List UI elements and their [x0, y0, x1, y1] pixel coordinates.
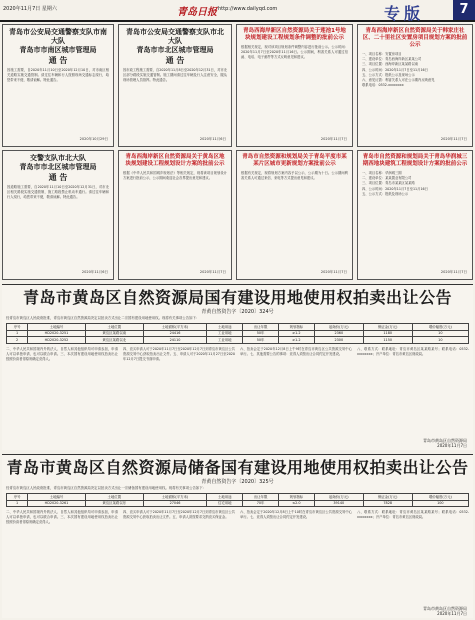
table-cell: HD2020-3251 [28, 330, 86, 337]
notice-body: 因道路施工需要，自2020年11月10日至2020年12月31日，对市北区相关路段实施交通管制，施工路段禁止机动车通行。请过往车辆和行人绕行，给您带来不便，敬请谅解。特此通告。 [7, 185, 109, 200]
notice-list [362, 52, 468, 88]
table-cell: 50年 [243, 330, 279, 337]
table-header: 保证金(万元) [363, 324, 412, 331]
announcement-signature [423, 438, 467, 448]
table-cell: HD2020-3252 [28, 337, 86, 344]
announcement-intro: 经青岛市黄岛区人民政府批准，青岛市黄岛区自然资源局决定以拍卖方式出让一宗储备国有建设用地使用权。现将有关事项公告如下： [6, 486, 207, 490]
notice-title: 青岛市公安局交通警察支队市南大队 [9, 28, 107, 45]
notice-date: 2020年10月29日 [79, 137, 108, 141]
notice-body: 因施工需要，自2020年11月10日至2020年12月10日，对市南区相关道路实施交通管制。请过往车辆和行人按照现场交通标志绕行，给您带来不便，敬请谅解。特此通告。 [7, 68, 109, 83]
traffic-notice-shinan [2, 24, 114, 147]
table-cell: 1180 [363, 330, 412, 337]
body-column: 二、中华人民共和国境内外的法人、自然人和其他组织均可申请参加，申请人可以单独申请，也可以联合申请。三、本次国有建设用地使用权拍卖出让按照价高者得原则确定竞得人。 [6, 346, 118, 361]
planning-notice-huarun [357, 150, 473, 280]
table-cell: 黄岛区某路以南 [85, 330, 143, 337]
table-header: 出让年限 [243, 324, 279, 331]
issue-date: 2020年11月7日 星期六 [3, 6, 57, 12]
body-column: 二、中华人民共和国境内外的法人、自然人和其他组织均可申请参加，申请人可以单独申请，也可以联合申请。三、本次国有建设用地使用权拍卖出让按照价高者得原则确定竞得人。 [6, 510, 118, 525]
table-cell: 100 [412, 500, 468, 507]
body-column: 八、联系方式：联系地址：青岛市黄岛区某某路某号；联系电话：0532-xxxxxxxx；开户单位：青岛市黄岛区财政局。 [357, 510, 469, 520]
notice-body: 根据有关规定，现将规划方案内容予以公示，公示期为十日。公示期间利害关系人可通过来信、来电等方式提出意见和建议。 [241, 171, 348, 181]
table-cell: 黄岛区某路以北 [85, 337, 143, 344]
table-cell: 70年 [243, 500, 279, 507]
list-item: 四、公示时间：2020年11月7日至11月16日 [362, 67, 428, 72]
notice-title: 交警支队市北大队 [30, 154, 86, 162]
table-cell: 39140 [314, 500, 363, 507]
announcement-body-columns [2, 346, 473, 364]
table-cell: 10 [412, 330, 468, 337]
notice-body: 因市政工程施工需要，自2020年11月8日至2020年12月31日，对市北区部分路段实施交通管制。施工期间请过往车辆及行人注意安全，服从现场管理人员指挥。特此通告。 [123, 68, 227, 83]
traffic-notice-shibei-2 [2, 150, 114, 280]
planning-notice-huangdao [118, 150, 232, 280]
table-cell: 24416 [143, 330, 207, 337]
notice-date: 2020年11月7日 [440, 270, 467, 274]
notice-title: 青岛市自然资源和规划局关于青岛华润城三期西地块建筑工程规划设计方案的批前公示 [362, 154, 468, 167]
table-cell: 工业用地 [207, 330, 243, 337]
planning-notice-resettlement [357, 24, 473, 147]
table-header: 规划指标 [278, 324, 314, 331]
land-auction-announcement-2 [2, 454, 473, 618]
list-item: 三、项目位置：西海岸新区某某路以南 [362, 62, 419, 67]
table-header: 土地用途 [207, 324, 243, 331]
announcement-title: 青岛市黄岛区自然资源局储备国有建设用地使用权拍卖出让公告 [6, 458, 469, 477]
table-header: 土地位置 [85, 324, 143, 331]
notice-body: 根据相关规定，现对该项目规划条件调整内容进行批前公示。公示时间：2020年11月7日至2020年11月16日。公示期间，利害关系人可通过信函、电话、电子邮件等方式反映意见和建议。 [241, 45, 348, 60]
table-row [7, 500, 469, 507]
table-header: 序号 [7, 324, 28, 331]
table-cell: HD2020-3261 [28, 500, 86, 507]
land-parcel-table [6, 493, 469, 507]
table-header: 序号 [7, 494, 28, 501]
announcement-doc-number: 青黄自然资告字〔2020〕324号 [201, 309, 274, 315]
issue-date: 2020年11月7日 [437, 443, 467, 448]
announcement-signature [423, 606, 467, 616]
table-header: 土地用途 [207, 494, 243, 501]
list-item: 联系电话：0532-xxxxxxxx [362, 83, 404, 88]
notice-subtitle: 通 告 [165, 56, 185, 65]
table-cell: 工业用地 [207, 337, 243, 344]
table-cell: 1 [7, 500, 28, 507]
list-item: 五、公示方式：报纸及现场公示 [362, 191, 409, 196]
land-parcel-table [6, 323, 469, 344]
traffic-notice-shibei [118, 24, 232, 147]
list-item: 三、项目位置：青岛市某某区某某路 [362, 181, 415, 186]
notice-title: 青岛西海岸新区自然资源局关于韩家庄社区、二十里社区安置房项目规划方案的批前公示 [362, 28, 468, 48]
land-auction-announcement-1 [2, 284, 473, 450]
table-cell: 50年 [243, 337, 279, 344]
masthead [0, 0, 475, 22]
notice-title: 青岛西海岸新区自然资源局关于莲池1号地块规划建设工程规划条件调整的批前公示 [243, 28, 346, 41]
website-url: http://www.dailyqd.com [218, 6, 278, 12]
section-title: 专版 [384, 4, 425, 23]
table-cell: ≤2.0 [278, 500, 314, 507]
page-number: 7 [453, 0, 475, 20]
table-header: 土地编号 [28, 494, 86, 501]
table-header: 增价幅度(万元) [412, 494, 468, 501]
table-cell: 住宅用地 [207, 500, 243, 507]
newspaper-logo: 青岛日报 [177, 7, 217, 18]
list-item: 二、建设单位：青岛西海岸新区某某公司 [362, 57, 422, 62]
list-item: 六、意见反馈：利害关系人可在公示期内反映意见 [362, 78, 435, 83]
body-column: 四、竞买申请人可于2020年11月7日至2020年12月7日到青岛市黄岛区公共资源交易中心获取拍卖出让文件。五、申请人可于2020年11月27日至2020年12月7日提交书面申请。 [123, 346, 235, 361]
notice-date: 2020年11月6日 [81, 270, 108, 274]
notice-date: 2020年11月7日 [320, 270, 347, 274]
table-header: 起始价(万元) [314, 324, 363, 331]
announcement-intro: 经青岛市黄岛区人民政府批准，青岛市黄岛区自然资源局决定以拍卖方式出让二宗国有建设用地使用权。现将有关事项公告如下： [6, 316, 200, 320]
notice-body: 根据《中华人民共和国城乡规划法》等相关规定，现将该项目规划设计方案进行批前公示，公示期间欢迎社会各界提出意见和建议。 [123, 171, 227, 181]
body-column: 八、联系方式：联系地址：青岛市黄岛区某某路某号；联系电话：0532-xxxxxxxx；开户单位：青岛市黄岛区财政局。 [357, 346, 469, 356]
table-header: 土地面积(平方米) [143, 494, 207, 501]
table-cell: 7828 [363, 500, 412, 507]
table-cell: ≥1.2 [278, 330, 314, 337]
table-header: 土地编号 [28, 324, 86, 331]
notice-title-line2: 青岛市市北区城市管理局 [19, 163, 97, 171]
notice-title: 青岛市自然资源和规划局关于青岛平度市某某片区城市更新规划方案批前公示 [242, 154, 347, 167]
table-cell: 2300 [314, 337, 363, 344]
table-header: 土地面积(平方米) [143, 324, 207, 331]
notice-list [362, 171, 468, 197]
table-row [7, 337, 469, 344]
announcement-doc-number: 青黄自然资告字〔2020〕325号 [201, 479, 274, 485]
issue-date: 2020年11月7日 [437, 611, 467, 616]
list-item: 二、建设单位：某某置业有限公司 [362, 176, 412, 181]
notice-date: 2020年11月7日 [440, 137, 467, 141]
issuer-name: 青岛市黄岛区自然资源局 [423, 606, 467, 611]
table-cell: 10 [412, 337, 468, 344]
body-column: 四、竞买申请人可于2020年11月7日至2020年12月7日到青岛市黄岛区公共资源交易中心获取拍卖出让文件。五、申请人须按要求交纳竞买保证金。 [123, 510, 235, 520]
notice-subtitle: 通 告 [48, 173, 68, 182]
issuer-name: 青岛市黄岛区自然资源局 [423, 438, 467, 443]
table-header: 增价幅度(万元) [412, 324, 468, 331]
table-header: 规划指标 [278, 494, 314, 501]
body-column: 六、拍卖会定于2020年12月8日上午10时在青岛市黄岛区公共资源交易中心举行。七、竞得人须按出让合同约定开发建设。 [240, 510, 352, 520]
table-cell: 2 [7, 337, 28, 344]
list-item: 一、项目名称：华润城三期 [362, 171, 402, 175]
notice-subtitle: 通 告 [48, 56, 68, 65]
table-cell: 2360 [314, 330, 363, 337]
table-cell: 27046 [143, 500, 207, 507]
table-header: 保证金(万元) [363, 494, 412, 501]
table-cell: 黄岛区某路以东 [85, 500, 143, 507]
notice-date: 2020年11月7日 [199, 270, 226, 274]
table-header: 土地位置 [85, 494, 143, 501]
table-cell: 24110 [143, 337, 207, 344]
notice-date: 2020年11月7日 [320, 137, 347, 141]
announcement-title: 青岛市黄岛区自然资源局国有建设用地使用权拍卖出让公告 [22, 288, 452, 307]
announcement-body-columns [2, 509, 473, 527]
notice-title-line2: 青岛市市南区城市管理局 [19, 46, 97, 54]
planning-notice-pingdu [236, 150, 353, 280]
table-header: 出让年限 [243, 494, 279, 501]
notice-title-line2: 青岛市市北区城市管理局 [136, 46, 214, 54]
table-cell: 1 [7, 330, 28, 337]
body-column: 六、拍卖会定于2020年12月8日上午9时在青岛市黄岛区公共资源交易中心举行。七、其他需要公告的事项：竞得人须按出让合同约定开发建设。 [240, 346, 352, 356]
planning-notice-lianchi [236, 24, 353, 147]
table-cell: ≥1.2 [278, 337, 314, 344]
table-header: 起始价(万元) [314, 494, 363, 501]
list-item: 一、项目名称：安置房项目 [362, 52, 402, 56]
list-item: 四、公示时间：2020年11月7日至11月16日 [362, 186, 428, 191]
list-item: 五、公示方式：报纸公示及现场公示 [362, 72, 415, 77]
notice-title: 青岛市公安局交通警察支队市北大队 [126, 28, 224, 45]
notice-date: 2020年11月6日 [199, 137, 226, 141]
notice-title: 青岛西海岸新区自然资源局关于黄岛区地块规划建设工程规划设计方案的批前公示 [125, 154, 225, 167]
table-cell: 1150 [363, 337, 412, 344]
